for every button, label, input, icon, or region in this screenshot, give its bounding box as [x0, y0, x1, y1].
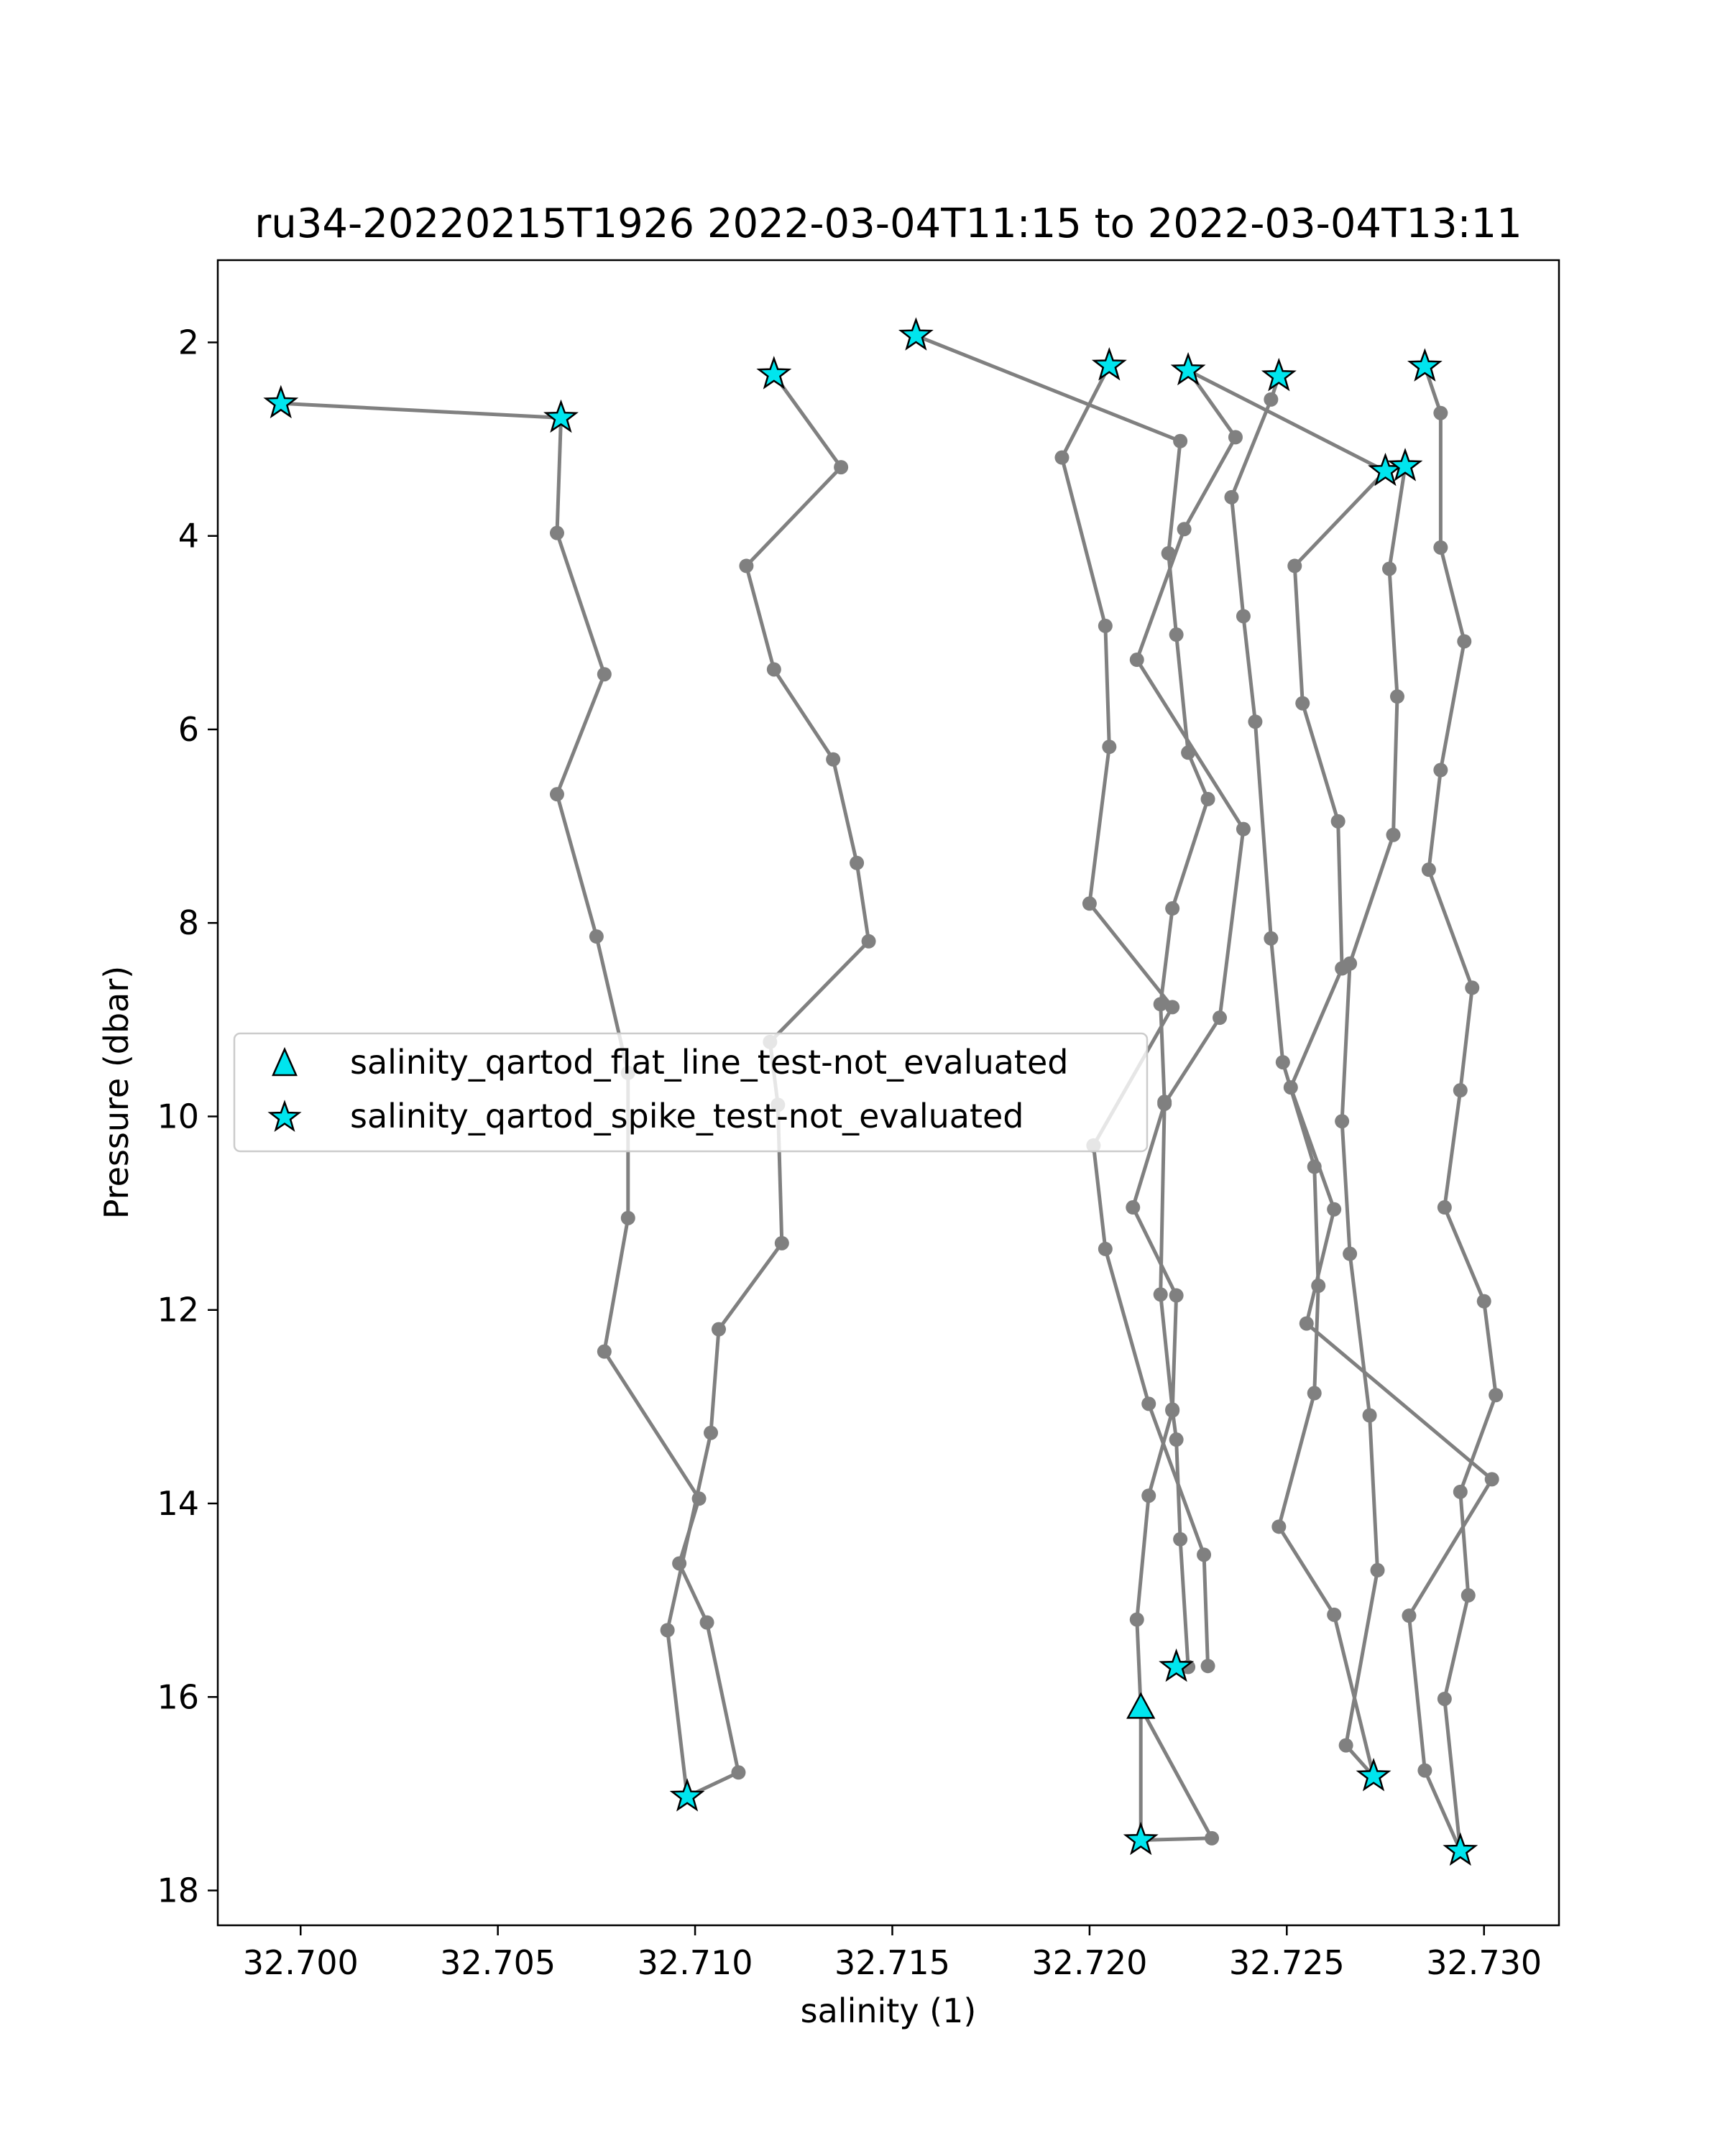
y-tick-label: 14	[157, 1484, 199, 1524]
data-point	[1417, 1764, 1432, 1778]
data-point	[1173, 434, 1187, 448]
data-point	[1386, 828, 1400, 842]
data-point	[1438, 1692, 1452, 1706]
data-point	[767, 662, 781, 676]
data-point	[1228, 430, 1243, 444]
data-point	[1477, 1294, 1491, 1309]
data-point	[1390, 689, 1404, 704]
data-point	[550, 787, 564, 801]
data-point	[1224, 490, 1238, 505]
data-point	[1371, 1563, 1385, 1577]
data-point	[1205, 1831, 1219, 1846]
data-point	[1307, 1386, 1322, 1401]
y-tick-label: 2	[178, 323, 199, 362]
data-point	[1327, 1202, 1341, 1217]
data-point	[1343, 1247, 1357, 1261]
x-tick-label: 32.700	[242, 1943, 359, 1982]
data-point	[1363, 1408, 1377, 1422]
data-point	[1169, 1432, 1184, 1447]
data-point	[1165, 901, 1179, 916]
data-point	[1201, 792, 1215, 806]
y-tick-label: 8	[178, 903, 199, 943]
data-point	[1485, 1472, 1499, 1486]
data-point	[862, 934, 876, 949]
data-point	[1177, 522, 1192, 536]
data-point	[661, 1623, 675, 1637]
data-point	[1327, 1608, 1341, 1622]
data-point	[1433, 763, 1448, 778]
data-point	[1433, 540, 1448, 555]
data-point	[1197, 1547, 1211, 1562]
data-point	[1453, 1083, 1468, 1097]
data-point	[597, 1345, 612, 1359]
data-point	[1248, 714, 1262, 729]
y-tick-label: 12	[157, 1290, 199, 1330]
data-point	[1264, 392, 1278, 407]
data-point	[1157, 1097, 1172, 1111]
x-tick-label: 32.710	[637, 1943, 753, 1982]
data-point	[1169, 1289, 1184, 1303]
x-tick-label: 32.705	[440, 1943, 556, 1982]
data-point	[1165, 1000, 1179, 1014]
data-point	[1465, 980, 1479, 995]
data-point	[597, 667, 612, 681]
data-point	[1489, 1388, 1503, 1402]
data-point	[775, 1236, 789, 1250]
data-point	[1264, 931, 1278, 946]
chart-title: ru34-20220215T1926 2022-03-04T11:15 to 2022-03-04T13:11	[254, 201, 1522, 247]
data-point	[1173, 1532, 1187, 1547]
data-point	[1098, 619, 1113, 633]
y-axis-label: Pressure (dbar)	[97, 965, 136, 1220]
legend	[234, 1033, 1147, 1151]
data-point	[1402, 1608, 1416, 1623]
data-point	[621, 1211, 635, 1225]
data-point	[1339, 1738, 1353, 1753]
data-point	[1154, 1287, 1168, 1302]
data-point	[1082, 896, 1097, 911]
data-point	[1130, 1613, 1144, 1627]
data-point	[1201, 1659, 1215, 1673]
x-axis-label: salinity (1)	[800, 1991, 977, 2030]
data-point	[1276, 1055, 1290, 1069]
data-point	[1295, 696, 1310, 711]
data-point	[826, 752, 840, 767]
data-point	[834, 460, 848, 474]
data-point	[1453, 1485, 1468, 1499]
data-point	[1126, 1200, 1140, 1215]
data-point	[1422, 862, 1436, 877]
y-tick-label: 10	[157, 1097, 199, 1136]
data-point	[739, 558, 753, 573]
x-tick-label: 32.715	[834, 1943, 950, 1982]
legend-label-spike: salinity_qartod_spike_test-not_evaluated	[350, 1097, 1024, 1135]
data-point	[1331, 814, 1346, 829]
data-point	[700, 1616, 714, 1630]
data-point	[1130, 653, 1144, 667]
data-point	[1335, 1114, 1349, 1128]
data-point	[712, 1322, 726, 1337]
data-point	[1141, 1396, 1156, 1411]
data-point	[1382, 561, 1397, 576]
legend-label-flat-line: salinity_qartod_flat_line_test-not_evaluated	[350, 1043, 1069, 1082]
data-point	[1284, 1080, 1298, 1095]
data-point	[731, 1765, 745, 1779]
data-point	[589, 929, 604, 944]
data-point	[1102, 740, 1116, 754]
y-tick-label: 18	[157, 1871, 199, 1910]
data-point	[850, 856, 864, 870]
data-point	[1287, 558, 1302, 573]
data-point	[1165, 1404, 1179, 1418]
data-point	[1236, 609, 1251, 623]
data-point	[1236, 822, 1251, 837]
data-point	[550, 526, 564, 540]
x-tick-label: 32.730	[1426, 1943, 1542, 1982]
data-point	[1271, 1519, 1286, 1534]
data-point	[1438, 1200, 1452, 1215]
data-point	[1054, 451, 1069, 465]
y-tick-label: 6	[178, 709, 199, 749]
data-point	[704, 1426, 718, 1440]
data-point	[1141, 1488, 1156, 1503]
data-point	[1457, 634, 1471, 648]
y-tick-label: 16	[157, 1677, 199, 1717]
data-point	[1343, 957, 1357, 971]
x-tick-label: 32.720	[1031, 1943, 1148, 1982]
x-tick-label: 32.725	[1228, 1943, 1345, 1982]
data-point	[1433, 406, 1448, 420]
data-point	[1461, 1588, 1476, 1603]
data-point	[1098, 1242, 1113, 1256]
data-point	[1300, 1317, 1314, 1331]
data-point	[1169, 627, 1184, 642]
y-tick-label: 4	[178, 516, 199, 556]
data-point	[1213, 1010, 1227, 1025]
